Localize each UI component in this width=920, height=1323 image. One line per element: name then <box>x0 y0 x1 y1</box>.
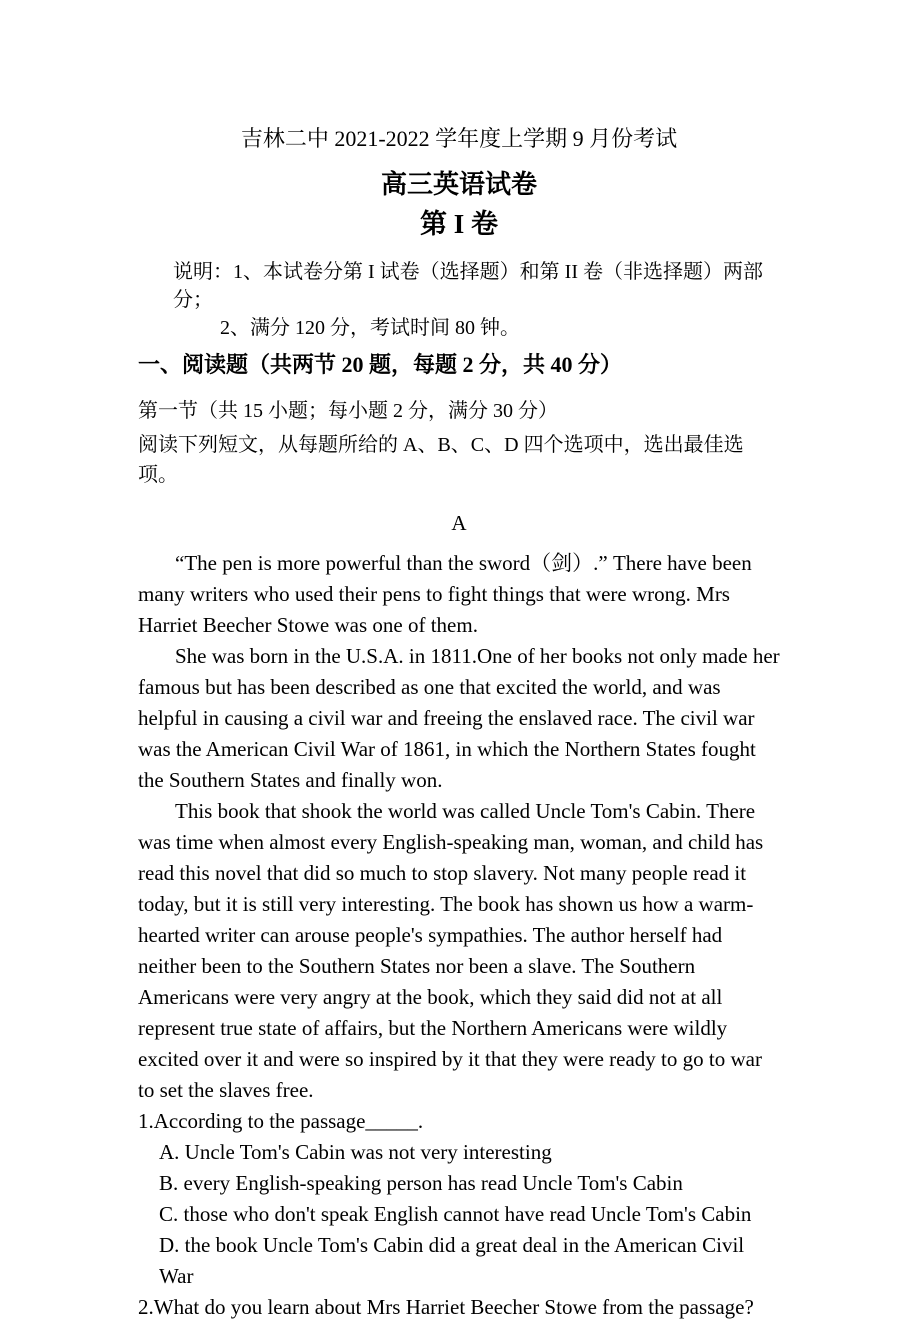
subsection-heading-part1: 第一节（共 15 小题；每小题 2 分，满分 30 分） <box>138 400 558 422</box>
reading-directions: 阅读下列短文，从每题所给的 A、B、C、D 四个选项中，选出最佳选项。 <box>138 434 744 486</box>
instruction-line-1: 说明：1、本试卷分第 I 试卷（选择题）和第 II 卷（非选择题）两部分； <box>173 261 763 311</box>
instruction-line-2: 2、满分 120 分，考试时间 80 钟。 <box>220 317 520 339</box>
exam-title: 吉林二中 2021-2022 学年度上学期 9 月份考试 <box>240 126 678 151</box>
question-2-stem: 2.What do you learn about Mrs Harriet Beecher Stowe from the passage? <box>138 1295 754 1319</box>
exam-instructions <box>138 258 780 342</box>
question-1-option-c: C. those who don't speak English cannot have read Uncle Tom's Cabin <box>159 1202 752 1226</box>
part-heading: 第 I 卷 <box>419 209 498 239</box>
passage-paragraph: She was born in the U.S.A. in 1811.One of her books not only made her famous but has been described as one that excited the world, and was helpful in causing a civil war and freeing the enslaved race. The civil war was the American Civil War of 1861, in which the Northern States fought the Southern States and finally won. <box>138 644 780 792</box>
passage-a-text <box>138 548 780 1106</box>
question-1-option-b: B. every English-speaking person has read Uncle Tom's Cabin <box>159 1171 683 1195</box>
question-list <box>138 1106 780 1323</box>
question-1-stem: 1.According to the passage_____. <box>138 1109 424 1133</box>
exam-subtitle: 高三英语试卷 <box>380 170 537 199</box>
section-heading-reading: 一、阅读题（共两节 20 题，每题 2 分，共 40 分） <box>138 352 623 377</box>
passage-paragraph: “The pen is more powerful than the sword（剑）.” There have been many writers who used their pens to fight things that were wrong. Mrs Harriet Beecher Stowe was one of them. <box>138 551 752 637</box>
question-1-option-d: D. the book Uncle Tom's Cabin did a great deal in the American Civil War <box>159 1233 745 1288</box>
question-1-option-a: A. Uncle Tom's Cabin was not very interesting <box>159 1140 552 1164</box>
passage-paragraph: This book that shook the world was called Uncle Tom's Cabin. There was time when almost every English-speaking man, woman, and child has read this novel that did so much to stop slavery. Not many people read it today, but it is still very interesting. The book has shown us how a warm-hearted writer can arouse people's sympathies. The author herself had neither been to the Southern States nor been a slave. The Southern Americans were very angry at the book, which they said did not at all represent true state of affairs, but the Northern Americans were wildly excited over it and were so inspired by it that they were ready to go to war to set the slaves free. <box>138 799 764 1102</box>
passage-label-a: A <box>451 511 467 535</box>
